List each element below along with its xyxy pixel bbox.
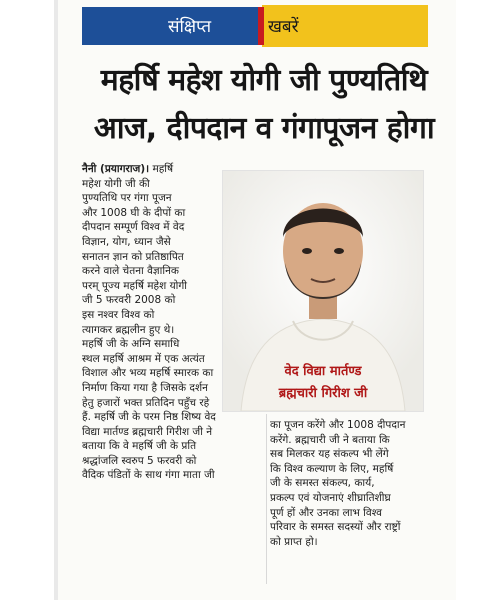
article-line: हेतु हजारों भक्त प्रतिदिन पहुँच रहे — [82, 396, 210, 409]
article-line: पूर्ण हों और उनका लाभ विश्व — [270, 506, 383, 519]
section-banner — [82, 5, 428, 47]
article-line: करेंगे. ब्रह्मचारी जी ने बताया कि — [270, 433, 390, 446]
headline-line-2: आज, दीपदान व गंगापूजन होगा — [93, 111, 435, 146]
article-line: विज्ञान, योग, ध्यान जैसे — [82, 235, 171, 248]
article-line: महर्षि जी के अग्नि समाधि — [82, 338, 180, 351]
article-line: वैदिक पंडितों के साथ गंगा माता जी — [82, 469, 215, 482]
article-line: बताया कि वे महर्षि जी के प्रति — [82, 440, 197, 453]
article-line: स्थल महर्षि आश्रम में एक अत्यंत — [82, 352, 205, 365]
article-line: विद्या मार्तण्ड ब्रह्मचारी गिरीश जी ने — [82, 425, 213, 438]
article-line: जी 5 फरवरी 2008 को — [82, 294, 176, 307]
article-line: विशाल और भव्य महर्षि स्मारक का — [82, 367, 214, 380]
article-line: परिवार के समस्त सदस्यों और राष्ट्रों — [270, 521, 401, 534]
dateline: नैनी (प्रयागराज)। — [82, 163, 150, 175]
photo-caption-line-2: ब्रह्मचारी गिरीश जी — [278, 386, 368, 401]
article-line: दीपदान सम्पूर्ण विश्व में वेद — [82, 221, 185, 234]
article-line: महर्षि — [152, 163, 174, 175]
photo-caption-line-1: वेद विद्या मार्तण्ड — [284, 364, 362, 379]
article-line: प्रकल्प एवं योजनाएं शीघ्रातिशीघ्र — [270, 491, 391, 504]
article-line: त्यागकर ब्रह्मलीन हुए थे। — [82, 323, 175, 336]
article-line: सब मिलकर यह संकल्प भी लेंगे — [270, 448, 389, 461]
headline-line-1: महर्षि महेश योगी जी पुण्यतिथि — [100, 63, 428, 98]
banner-right-label: खबरें — [268, 17, 299, 37]
article-line: का पूजन करेंगे और 1008 दीपदान — [270, 419, 406, 431]
column-divider — [266, 414, 267, 584]
article-line: हैं. महर्षि जी के परम निष्ठ शिष्य वेद — [82, 411, 216, 424]
portrait-photo — [222, 170, 424, 412]
article-line: परम् पूज्य महर्षि महेश योगी — [82, 279, 188, 292]
banner-left-label: संक्षिप्त — [168, 17, 212, 37]
article-line: जी के समस्त संकल्प, कार्य, — [270, 477, 375, 490]
article-line: इस नश्वर विश्व को — [82, 308, 155, 321]
article-right-column — [270, 418, 450, 549]
article-line: सनातन ज्ञान को प्रतिष्ठापित — [82, 250, 184, 263]
article-line: करने वाले चेतना वैज्ञानिक — [82, 265, 179, 278]
article-line: निर्माण किया गया है जिसके दर्शन — [82, 381, 208, 394]
article-line: और 1008 घी के दीपों का — [82, 206, 186, 219]
banner-divider — [258, 7, 264, 45]
article-line: पुण्यतिथि पर गंगा पूजन — [82, 192, 172, 205]
article-line: श्रद्धांजलि स्वरुप 5 फरवरी को — [82, 454, 197, 467]
article-line: कि विश्व कल्याण के लिए, महर्षि — [270, 462, 394, 475]
article-line: को प्राप्त हो। — [270, 535, 318, 548]
article-line: महेश योगी जी की — [82, 177, 150, 190]
